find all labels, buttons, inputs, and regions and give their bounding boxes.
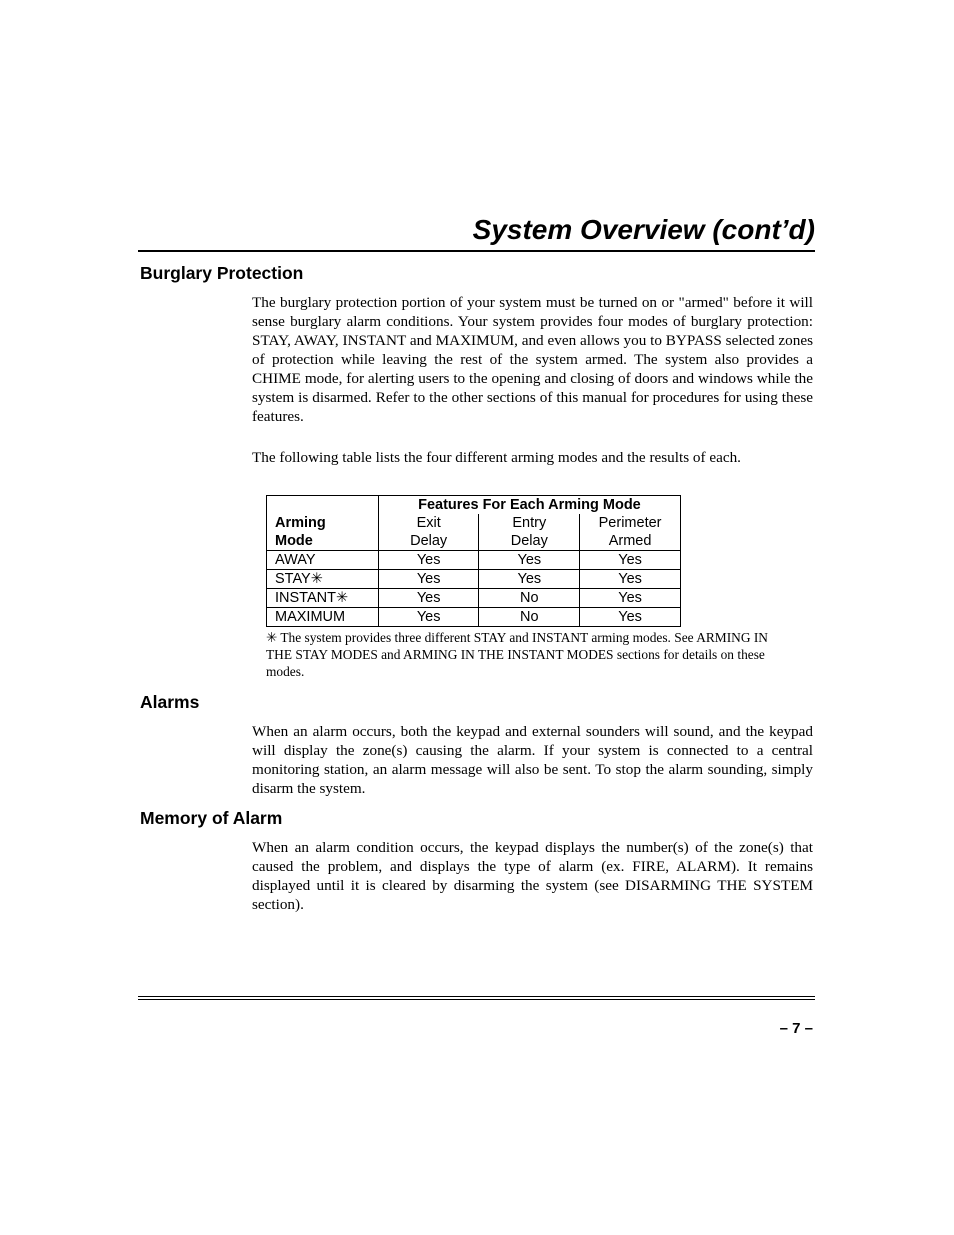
- memory-paragraph: When an alarm condition occurs, the keypad displays the number(s) of the zone(s) that caused the problem, and displays the type of alarm (ex. FIRE, ALARM). It remains displayed until it is cleared by disarming the system (see DISARMING THE SYSTEM section).: [252, 839, 813, 913]
- table-header-arming-mode: [267, 514, 379, 551]
- heading-burglary-protection: Burglary Protection: [140, 263, 304, 283]
- heading-memory-of-alarm: Memory of Alarm: [140, 808, 283, 828]
- burglary-paragraph-2: The following table lists the four different arming modes and the results of each.: [252, 449, 741, 466]
- table-group-header: Features For Each Arming Mode: [378, 496, 680, 515]
- row-perimeter: Yes: [580, 570, 681, 589]
- table-row: [267, 608, 681, 627]
- row-entry: Yes: [479, 570, 580, 589]
- table-row: [267, 570, 681, 589]
- row-entry: No: [479, 608, 580, 627]
- table-corner-cell: [267, 496, 379, 515]
- row-mode: INSTANT✳: [267, 589, 379, 608]
- row-exit: Yes: [378, 551, 479, 570]
- table-footnote: ✳ The system provides three different STAY and INSTANT arming modes. See ARMING IN THE STAY MODES and ARMING IN THE INSTANT MODES sections for details on these modes.: [266, 630, 768, 679]
- table-group-header-row: [267, 496, 681, 515]
- row-mode: MAXIMUM: [267, 608, 379, 627]
- row-perimeter: Yes: [580, 589, 681, 608]
- row-perimeter: Yes: [580, 608, 681, 627]
- arming-mode-header-line-2: Mode: [275, 533, 313, 549]
- entry-header-line-1: Entry: [512, 515, 547, 531]
- table-header-entry-delay: [479, 514, 580, 551]
- heading-alarms: Alarms: [140, 692, 200, 712]
- burglary-paragraph-1: The burglary protection portion of your system must be turned on or "armed" before it will sense burglary alarm conditions. Your system provides four modes of burglary protection: STAY, AWAY, INSTANT and MAXIMUM, and even allows you to BYPASS selected zones of protection while leaving the rest of the system armed. The system also provides a CHIME mode, for alerting users to the opening and closing of doors and windows while the system is disarmed. Refer to the other sections of this manual for procedures for using these features.: [252, 294, 813, 425]
- row-exit: Yes: [378, 608, 479, 627]
- footer-rule-bottom: [138, 999, 815, 1000]
- footer-rule-top: [138, 996, 815, 997]
- row-mode: STAY✳: [267, 570, 379, 589]
- arming-mode-header-line-1: Arming: [275, 515, 326, 531]
- page-number: – 7 –: [779, 1020, 813, 1037]
- row-exit: Yes: [378, 570, 479, 589]
- table-column-header-row: [267, 514, 681, 551]
- title-rule: [138, 250, 815, 252]
- table-header-perimeter-armed: [580, 514, 681, 551]
- arming-modes-table: [266, 495, 681, 627]
- perimeter-header-line-2: Armed: [608, 533, 652, 549]
- perimeter-header-line-1: Perimeter: [598, 515, 662, 531]
- row-exit: Yes: [378, 589, 479, 608]
- alarms-paragraph: When an alarm occurs, both the keypad and external sounders will sound, and the keypad will display the zone(s) causing the alarm. If your system is connected to a central monitoring station, an alarm message will also be sent. To stop the alarm sounding, simply disarm the system.: [252, 723, 813, 797]
- table-row: [267, 551, 681, 570]
- table-header-exit-delay: [378, 514, 479, 551]
- row-mode: AWAY: [267, 551, 379, 570]
- entry-header-line-2: Delay: [510, 533, 548, 549]
- exit-header-line-2: Delay: [410, 533, 448, 549]
- row-entry: Yes: [479, 551, 580, 570]
- exit-header-line-1: Exit: [416, 515, 441, 531]
- row-entry: No: [479, 589, 580, 608]
- row-perimeter: Yes: [580, 551, 681, 570]
- page-title: System Overview (cont’d): [472, 214, 815, 245]
- table-row: [267, 589, 681, 608]
